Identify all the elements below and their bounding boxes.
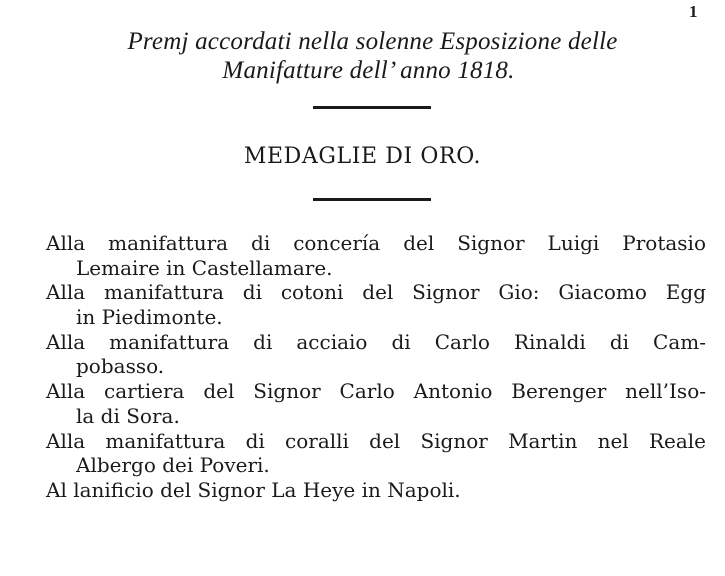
award-entry-line: Alla manifattura di cotoni del Signor Gio: Giacomo Egg bbox=[46, 280, 706, 305]
award-entry-line: Alla manifattura di coralli del Signor Martin nel Reale bbox=[46, 428, 706, 453]
award-entry bbox=[46, 330, 706, 379]
award-list bbox=[46, 231, 706, 503]
award-entry bbox=[46, 379, 706, 428]
award-entry-line: Alla manifattura di concería del Signor Luigi Protasio bbox=[46, 231, 706, 255]
document-title-line-1: Premj accordati nella solenne Esposizione delle bbox=[127, 28, 618, 55]
award-entry bbox=[46, 231, 706, 280]
divider-rule-top bbox=[313, 106, 431, 109]
award-entry-line: Lemaire in Castellamare. bbox=[76, 255, 333, 280]
award-entry-line: Alla manifattura di acciaio di Carlo Rinaldi di Cam- bbox=[46, 329, 706, 354]
award-entry-line: Al lanificio del Signor La Heye in Napoli. bbox=[46, 477, 461, 502]
section-heading: MEDAGLIE DI ORO. bbox=[243, 144, 482, 169]
award-entry-line: Alla cartiera del Signor Carlo Antonio Berenger nell’Iso- bbox=[46, 379, 706, 404]
award-entry bbox=[46, 478, 706, 503]
award-entry-line: in Piedimonte. bbox=[76, 305, 223, 330]
award-entry-line: la di Sora. bbox=[76, 403, 180, 428]
document-title-line-2: Manifatture dell’ anno 1818. bbox=[222, 57, 515, 84]
award-entry bbox=[46, 280, 706, 329]
page-number: 1 bbox=[689, 2, 698, 21]
award-entry-line: pobasso. bbox=[76, 354, 165, 379]
award-entry-line: Albergo dei Poveri. bbox=[76, 453, 270, 478]
award-entry bbox=[46, 429, 706, 478]
divider-rule-bottom bbox=[313, 198, 431, 201]
